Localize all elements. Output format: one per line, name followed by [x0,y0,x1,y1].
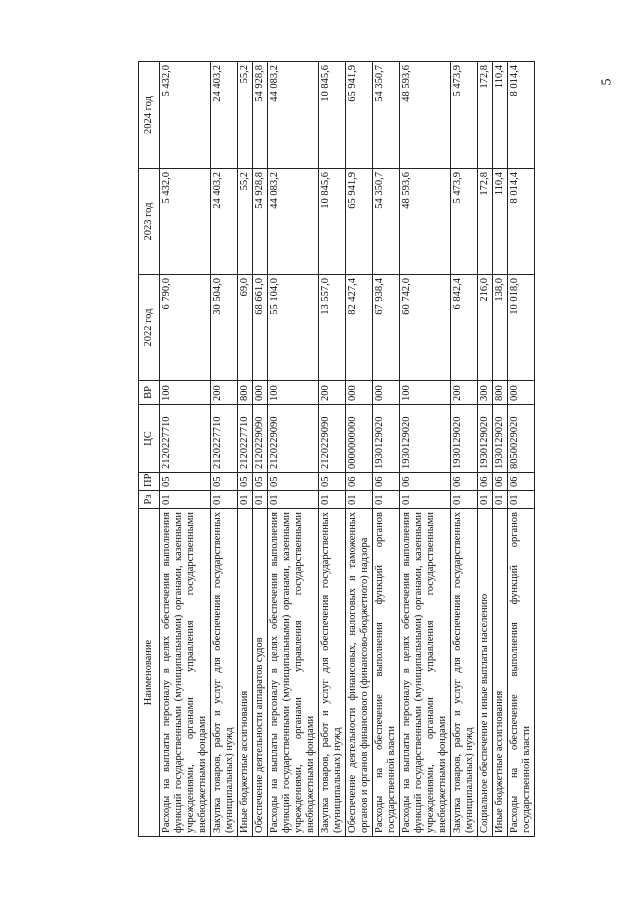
row-pr-cell: 06 [373,473,400,491]
table-header [139,62,160,837]
row-pr-cell: 06 [400,473,451,491]
row-2023-value: 65 941,9 [346,169,373,275]
row-rz-cell: 01 [346,491,373,509]
row-vr-cell: 200 [319,381,346,405]
row-rz-cell: 01 [238,491,253,509]
row-2024-value: 5 473,9 [451,62,478,169]
row-2023-value: 172,8 [478,169,493,275]
row-name-cell: Иные бюджетные ассигнования [493,509,508,837]
row-2023-value: 10 845,6 [319,169,346,275]
row-2022-value: 30 504,0 [211,275,238,381]
row-rz-cell: 01 [319,491,346,509]
header-rz: Рз [139,491,160,509]
row-2024-value: 10 845,6 [319,62,346,169]
table-row [160,62,211,837]
row-cs-cell: 2120229090 [319,405,346,473]
row-cs-cell: 1930129020 [400,405,451,473]
header-cs: ЦС [139,405,160,473]
row-2024-value: 55,2 [238,62,253,169]
row-2023-value: 110,4 [493,169,508,275]
row-2022-value: 82 427,4 [346,275,373,381]
row-name-cell: Расходы на выплаты персоналу в целях обеспечения выполнения функций государственными (муниципальными) органами, казенными учреждениями, органами управления государственными внебюджетными фондами [160,509,211,837]
row-rz-cell: 01 [508,491,535,509]
row-vr-cell: 200 [211,381,238,405]
row-2024-value: 172,8 [478,62,493,169]
row-2023-value: 48 593,6 [400,169,451,275]
row-cs-cell: 1930129020 [478,405,493,473]
table-row [253,62,268,837]
row-cs-cell: 8050029020 [508,405,535,473]
table-row [373,62,400,837]
row-2024-value: 5 432,0 [160,62,211,169]
row-vr-cell: 800 [493,381,508,405]
table-row [451,62,478,837]
row-vr-cell: 000 [508,381,535,405]
row-cs-cell: 2120227710 [211,405,238,473]
row-rz-cell: 01 [211,491,238,509]
row-cs-cell: 2120227710 [160,405,211,473]
header-2023: 2023 год [139,169,160,275]
header-name: Наименование [139,509,160,837]
row-cs-cell: 2120227710 [238,405,253,473]
row-2023-value: 55,2 [238,169,253,275]
row-2022-value: 69,0 [238,275,253,381]
row-2023-value: 54 350,7 [373,169,400,275]
row-name-cell: Расходы на выплаты персоналу в целях обеспечения выполнения функций государственными (муниципальными) органами, казенными учреждениями, органами управления государственными внебюджетными фондами [268,509,319,837]
table-row [400,62,451,837]
budget-table-container [138,62,532,837]
row-vr-cell: 100 [268,381,319,405]
budget-table [138,61,535,837]
row-name-cell: Иные бюджетные ассигнования [238,509,253,837]
row-2023-value: 8 014,4 [508,169,535,275]
header-vr: ВР [139,381,160,405]
row-pr-cell: 05 [253,473,268,491]
row-name-cell: Обеспечение деятельности финансовых, налоговых и таможенных органов и органов финансового (финансово-бюджетного) надзора [346,509,373,837]
row-rz-cell: 01 [373,491,400,509]
row-pr-cell: 05 [238,473,253,491]
row-pr-cell: 06 [508,473,535,491]
row-2023-value: 24 403,2 [211,169,238,275]
row-2024-value: 110,4 [493,62,508,169]
row-2024-value: 48 593,6 [400,62,451,169]
table-row [268,62,319,837]
row-name-cell: Закупка товаров, работ и услуг для обеспечения государственных (муниципальных) нужд [319,509,346,837]
row-2022-value: 10 018,0 [508,275,535,381]
row-name-cell: Расходы на выплаты персоналу в целях обеспечения выполнения функций государственными (муниципальными) органами, казенными учреждениями, органами управления государственными внебюджетными фондами [400,509,451,837]
row-vr-cell: 000 [373,381,400,405]
row-name-cell: Обеспечение деятельности аппаратов судов [253,509,268,837]
row-2024-value: 8 014,4 [508,62,535,169]
row-rz-cell: 01 [268,491,319,509]
table-row [493,62,508,837]
row-2022-value: 216,0 [478,275,493,381]
row-2024-value: 44 083,2 [268,62,319,169]
header-2024: 2024 год [139,62,160,169]
row-cs-cell: 2120229090 [268,405,319,473]
row-pr-cell: 05 [268,473,319,491]
row-2023-value: 5 473,9 [451,169,478,275]
row-cs-cell: 2120229090 [253,405,268,473]
row-cs-cell: 1930129020 [493,405,508,473]
row-2023-value: 5 432,0 [160,169,211,275]
row-2022-value: 67 938,4 [373,275,400,381]
row-rz-cell: 01 [478,491,493,509]
row-vr-cell: 100 [400,381,451,405]
table-row [211,62,238,837]
row-2022-value: 60 742,0 [400,275,451,381]
table-row [508,62,535,837]
row-2022-value: 13 557,0 [319,275,346,381]
row-2022-value: 6 842,4 [451,275,478,381]
table-body [160,62,535,837]
row-2022-value: 68 661,0 [253,275,268,381]
row-name-cell: Закупка товаров, работ и услуг для обеспечения государственных (муниципальных) нужд [211,509,238,837]
row-rz-cell: 01 [253,491,268,509]
row-cs-cell: 0000000000 [346,405,373,473]
row-name-cell: Социальное обеспечение и иные выплаты населению [478,509,493,837]
row-pr-cell: 05 [160,473,211,491]
row-vr-cell: 800 [238,381,253,405]
row-2024-value: 54 350,7 [373,62,400,169]
table-row [319,62,346,837]
row-pr-cell: 06 [493,473,508,491]
header-pr: ПР [139,473,160,491]
row-pr-cell: 05 [319,473,346,491]
row-name-cell: Расходы на обеспечение выполнения функций органов государственной власти [373,509,400,837]
row-vr-cell: 200 [451,381,478,405]
row-vr-cell: 300 [478,381,493,405]
row-pr-cell: 06 [451,473,478,491]
row-vr-cell: 000 [346,381,373,405]
row-rz-cell: 01 [493,491,508,509]
row-cs-cell: 1930129020 [373,405,400,473]
row-2023-value: 44 083,2 [268,169,319,275]
table-row [238,62,253,837]
row-rz-cell: 01 [400,491,451,509]
row-vr-cell: 000 [253,381,268,405]
row-2024-value: 54 928,8 [253,62,268,169]
row-2022-value: 55 104,0 [268,275,319,381]
row-pr-cell: 06 [346,473,373,491]
row-2023-value: 54 928,8 [253,169,268,275]
row-2022-value: 6 790,0 [160,275,211,381]
row-rz-cell: 01 [451,491,478,509]
row-2022-value: 138,0 [493,275,508,381]
row-2024-value: 24 403,2 [211,62,238,169]
page-number: 5 [599,78,615,86]
row-pr-cell: 06 [478,473,493,491]
row-cs-cell: 1930129020 [451,405,478,473]
table-row [346,62,373,837]
header-2022: 2022 год [139,275,160,381]
row-vr-cell: 100 [160,381,211,405]
row-name-cell: Расходы на обеспечение выполнения функций органов государственной власти [508,509,535,837]
table-row [478,62,493,837]
row-rz-cell: 01 [160,491,211,509]
row-pr-cell: 05 [211,473,238,491]
row-name-cell: Закупка товаров, работ и услуг для обеспечения государственных (муниципальных) нужд [451,509,478,837]
row-2024-value: 65 941,9 [346,62,373,169]
